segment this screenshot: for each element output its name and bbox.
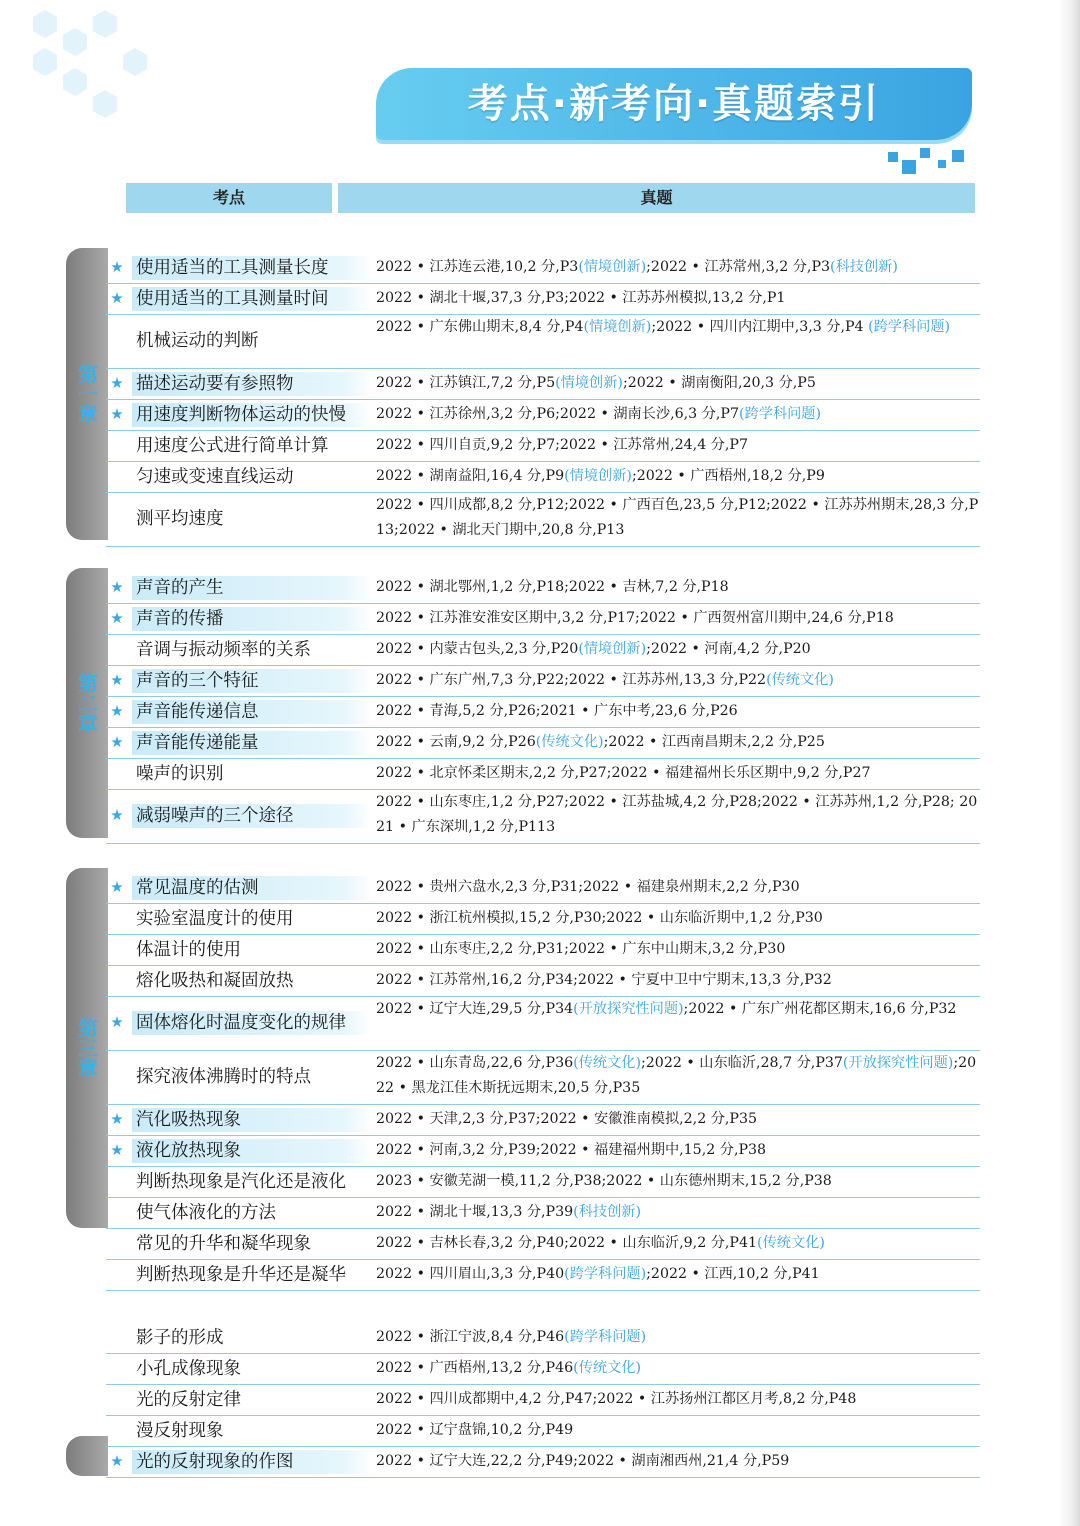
reference-text: 2022 • 山东枣庄,1,2 分,P27;2022 • 江苏盐城,4,2 分,P28;2022 • 江苏苏州,1,2 分,P28; 2021 • 广东深圳,1,2 分,P113 bbox=[376, 794, 978, 835]
topic-label: 匀速或变速直线运动 bbox=[136, 466, 294, 487]
reference-text: 2022 • 天津,2,3 分,P37;2022 • 安徽淮南模拟,2,2 分,P35 bbox=[376, 1111, 758, 1127]
reference-text: ;2022 • 黑龙江佳木斯抚远期末,20,5 分,P35 bbox=[376, 1055, 977, 1096]
reference-text: 2022 • 江苏连云港,10,2 分,P3 bbox=[376, 259, 579, 275]
topic-label: 描述运动要有参照物 bbox=[132, 372, 372, 396]
index-row bbox=[106, 603, 980, 635]
exam-references bbox=[376, 637, 980, 662]
exam-references bbox=[376, 1169, 980, 1194]
reference-text: ;2022 • 江西,10,2 分,P41 bbox=[646, 1266, 820, 1282]
reference-text: 2022 • 四川眉山,3,3 分,P40 bbox=[376, 1266, 565, 1282]
exam-references bbox=[376, 433, 980, 458]
column-header-refs: 真题 bbox=[338, 183, 975, 213]
topic-label: 测平均速度 bbox=[136, 509, 224, 529]
reference-text: 2022 • 湖北鄂州,1,2 分,P18;2022 • 吉林,7,2 分,P18 bbox=[376, 579, 729, 595]
reference-text: 2022 • 江苏镇江,7,2 分,P5 bbox=[376, 375, 556, 391]
column-header-topic: 考点 bbox=[126, 183, 332, 213]
deco-square bbox=[952, 150, 964, 162]
index-row bbox=[106, 903, 980, 935]
reference-tag: (开放探究性问题) bbox=[573, 1001, 684, 1017]
reference-text: 2022 • 山东枣庄,2,2 分,P31;2022 • 广东中山期末,3,2 分,P30 bbox=[376, 941, 786, 957]
reference-text: 2022 • 云南,9,2 分,P26 bbox=[376, 734, 536, 750]
chapter-tab bbox=[66, 1436, 108, 1476]
exam-references bbox=[376, 606, 980, 631]
index-row bbox=[106, 1446, 980, 1478]
exam-references bbox=[376, 464, 980, 489]
star-icon: ★ bbox=[110, 1013, 124, 1031]
exam-references bbox=[376, 937, 980, 962]
reference-text: 2022 • 江苏常州,16,2 分,P34;2022 • 宁夏中卫中宁期末,13,3 分,P32 bbox=[376, 972, 832, 988]
star-icon: ★ bbox=[110, 288, 124, 307]
exam-references bbox=[376, 1449, 980, 1474]
topic-label: 声音的产生 bbox=[132, 576, 372, 600]
exam-references bbox=[376, 1387, 980, 1412]
exam-references bbox=[376, 730, 980, 755]
star-icon: ★ bbox=[110, 670, 124, 689]
index-row bbox=[106, 634, 980, 666]
exam-references bbox=[376, 1325, 980, 1350]
reference-text: 2022 • 广东广州,7,3 分,P22;2022 • 江苏苏州,13,3 分,P22 bbox=[376, 672, 767, 688]
topic-label: 光的反射定律 bbox=[136, 1389, 241, 1410]
index-row bbox=[106, 1415, 980, 1447]
chapter-label: 第二章 bbox=[74, 673, 99, 733]
topic-label: 漫反射现象 bbox=[136, 1420, 224, 1441]
reference-text: 2022 • 广东佛山期末,8,4 分,P4 bbox=[376, 319, 584, 335]
reference-tag: (情境创新) bbox=[555, 375, 623, 391]
exam-references bbox=[376, 1138, 980, 1163]
index-row bbox=[106, 934, 980, 966]
star-icon: ★ bbox=[110, 257, 124, 276]
exam-references bbox=[376, 1200, 980, 1225]
topic-label: 实验室温度计的使用 bbox=[136, 908, 294, 929]
topic-label: 体温计的使用 bbox=[136, 939, 241, 960]
topic-label: 液化放热现象 bbox=[132, 1139, 372, 1163]
exam-references bbox=[376, 699, 980, 724]
index-row bbox=[106, 1353, 980, 1385]
exam-references bbox=[376, 575, 980, 600]
exam-references bbox=[376, 761, 980, 786]
topic-label: 声音的三个特征 bbox=[132, 669, 372, 693]
reference-tag: (传统文化) bbox=[573, 1360, 641, 1376]
exam-references bbox=[376, 1231, 980, 1256]
reference-text: ;2022 • 湖南衡阳,20,3 分,P5 bbox=[622, 375, 816, 391]
reference-text: 2022 • 江苏淮安淮安区期中,3,2 分,P17;2022 • 广西贺州富川期中,24,6 分,P18 bbox=[376, 610, 894, 626]
topic-label: 声音的传播 bbox=[132, 607, 372, 631]
reference-text: 2022 • 山东青岛,22,6 分,P36 bbox=[376, 1055, 574, 1071]
reference-text: 2022 • 四川自贡,9,2 分,P7;2022 • 江苏常州,24,4 分,P7 bbox=[376, 437, 749, 453]
exam-references bbox=[376, 1262, 980, 1287]
reference-text: 2022 • 贵州六盘水,2,3 分,P31;2022 • 福建泉州期末,2,2 分,P30 bbox=[376, 879, 800, 895]
topic-label: 音调与振动频率的关系 bbox=[136, 639, 311, 660]
index-row bbox=[106, 789, 980, 844]
index-row bbox=[106, 965, 980, 997]
topic-label: 小孔成像现象 bbox=[136, 1358, 241, 1379]
reference-tag: (传统文化) bbox=[573, 1055, 641, 1071]
star-icon: ★ bbox=[110, 806, 124, 824]
reference-text: 2022 • 内蒙古包头,2,3 分,P20 bbox=[376, 641, 579, 657]
index-row bbox=[106, 492, 980, 547]
reference-text: ;2022 • 广西梧州,18,2 分,P9 bbox=[631, 468, 825, 484]
exam-references bbox=[376, 402, 980, 427]
reference-tag: (情境创新) bbox=[564, 468, 632, 484]
reference-text: ;2022 • 江西南昌期末,2,2 分,P25 bbox=[603, 734, 825, 750]
topic-label: 用速度判断物体运动的快慢 bbox=[132, 403, 372, 427]
topic-label: 光的反射现象的作图 bbox=[132, 1450, 372, 1474]
chapter-label: 第一章 bbox=[74, 364, 99, 424]
reference-text: 2022 • 江苏徐州,3,2 分,P6;2022 • 湖南长沙,6,3 分,P7 bbox=[376, 406, 739, 422]
index-row bbox=[106, 399, 980, 431]
index-row bbox=[106, 872, 980, 904]
chapter-tab bbox=[66, 868, 108, 1228]
topic-label: 探究液体沸腾时的特点 bbox=[136, 1067, 311, 1087]
index-row bbox=[106, 696, 980, 728]
reference-tag: (情境创新) bbox=[583, 319, 652, 335]
index-row bbox=[106, 1228, 980, 1260]
reference-text: 2022 • 四川成都,8,2 分,P12;2022 • 广西百色,23,5 分,P12;2022 • 江苏苏州期末,28,3 分,P13;2022 • 湖北天门期中,20,8 分,P13 bbox=[376, 497, 979, 538]
star-icon: ★ bbox=[110, 1109, 124, 1128]
star-icon: ★ bbox=[110, 608, 124, 627]
exam-references bbox=[376, 1356, 980, 1381]
reference-text: 2022 • 辽宁大连,22,2 分,P49;2022 • 湖南湘西州,21,4 分,P59 bbox=[376, 1453, 790, 1469]
reference-tag: (跨学科问题) bbox=[564, 1266, 647, 1282]
exam-references bbox=[376, 968, 980, 993]
topic-label: 用速度公式进行简单计算 bbox=[136, 435, 329, 456]
exam-references bbox=[376, 668, 980, 693]
deco-square bbox=[938, 160, 946, 168]
reference-text: 2022 • 浙江杭州模拟,15,2 分,P30;2022 • 山东临沂期中,1,2 分,P30 bbox=[376, 910, 823, 926]
reference-text: ;2022 • 河南,4,2 分,P20 bbox=[646, 641, 811, 657]
reference-tag: (开放探究性问题) bbox=[842, 1055, 954, 1071]
reference-text: 2022 • 辽宁大连,29,5 分,P34 bbox=[376, 1001, 574, 1017]
reference-text: 2022 • 四川成都期中,4,2 分,P47;2022 • 江苏扬州江都区月考,8,2 分,P48 bbox=[376, 1391, 857, 1407]
chapter-tab bbox=[66, 568, 108, 838]
topic-label: 使用适当的工具测量时间 bbox=[132, 287, 372, 311]
index-row bbox=[106, 1050, 980, 1105]
topic-label: 减弱噪声的三个途径 bbox=[132, 804, 372, 828]
index-row bbox=[106, 430, 980, 462]
index-row bbox=[106, 1135, 980, 1167]
reference-tag: (跨学科问题) bbox=[868, 319, 951, 335]
index-row bbox=[106, 665, 980, 697]
reference-text: ;2022 • 江苏常州,3,2 分,P3 bbox=[646, 259, 831, 275]
reference-text: 2022 • 湖北十堰,37,3 分,P3;2022 • 江苏苏州模拟,13,2 分,P1 bbox=[376, 290, 786, 306]
reference-tag: (科技创新) bbox=[573, 1204, 641, 1220]
topic-label: 使气体液化的方法 bbox=[136, 1202, 276, 1223]
reference-text: ;2022 • 广东广州花都区期末,16,6 分,P32 bbox=[683, 1001, 957, 1017]
exam-references bbox=[376, 790, 980, 840]
reference-tag: (科技创新) bbox=[830, 259, 898, 275]
reference-tag: (跨学科问题) bbox=[738, 406, 821, 422]
reference-tag: (跨学科问题) bbox=[564, 1329, 647, 1345]
chapter-label: 第三章 bbox=[74, 1018, 99, 1078]
index-row bbox=[106, 1104, 980, 1136]
exam-references bbox=[376, 997, 980, 1022]
reference-text: 2022 • 湖南益阳,16,4 分,P9 bbox=[376, 468, 565, 484]
reference-text: 2022 • 湖北十堰,13,3 分,P39 bbox=[376, 1204, 574, 1220]
star-icon: ★ bbox=[110, 732, 124, 751]
page-edge-shadow bbox=[1058, 0, 1080, 1526]
index-row bbox=[106, 572, 980, 604]
topic-label: 机械运动的判断 bbox=[136, 331, 259, 351]
reference-tag: (情境创新) bbox=[578, 641, 647, 657]
exam-references bbox=[376, 1051, 980, 1101]
reference-text: 2023 • 安徽芜湖一模,11,2 分,P38;2022 • 山东德州期末,15,2 分,P38 bbox=[376, 1173, 832, 1189]
index-row bbox=[106, 1322, 980, 1354]
star-icon: ★ bbox=[110, 404, 124, 423]
index-row bbox=[106, 727, 980, 759]
exam-references bbox=[376, 286, 980, 311]
reference-text: 2022 • 吉林长春,3,2 分,P40;2022 • 山东临沂,9,2 分,P41 bbox=[376, 1235, 758, 1251]
topic-label: 汽化吸热现象 bbox=[132, 1108, 372, 1132]
star-icon: ★ bbox=[110, 373, 124, 392]
index-row bbox=[106, 283, 980, 315]
star-icon: ★ bbox=[110, 1451, 124, 1470]
exam-references bbox=[376, 371, 980, 396]
topic-label: 声音能传递信息 bbox=[132, 700, 372, 724]
chapter-label bbox=[66, 1436, 108, 1476]
index-row bbox=[106, 996, 980, 1051]
topic-label: 判断热现象是汽化还是液化 bbox=[136, 1171, 346, 1192]
star-icon: ★ bbox=[110, 701, 124, 720]
exam-references bbox=[376, 493, 980, 543]
reference-text: 2022 • 广西梧州,13,2 分,P46 bbox=[376, 1360, 574, 1376]
index-row bbox=[106, 461, 980, 493]
topic-label: 使用适当的工具测量长度 bbox=[132, 256, 372, 280]
topic-label: 噪声的识别 bbox=[136, 763, 224, 784]
exam-references bbox=[376, 255, 980, 280]
topic-label: 常见的升华和凝华现象 bbox=[136, 1233, 311, 1254]
index-row bbox=[106, 1166, 980, 1198]
exam-references bbox=[376, 906, 980, 931]
topic-label: 常见温度的估测 bbox=[132, 876, 372, 900]
star-icon: ★ bbox=[110, 877, 124, 896]
index-row bbox=[106, 314, 980, 369]
exam-references bbox=[376, 1107, 980, 1132]
reference-text: 2022 • 河南,3,2 分,P39;2022 • 福建福州期中,15,2 分,P38 bbox=[376, 1142, 767, 1158]
index-row bbox=[106, 368, 980, 400]
exam-references bbox=[376, 315, 980, 340]
reference-tag: (传统文化) bbox=[757, 1235, 825, 1251]
topic-label: 声音能传递能量 bbox=[132, 731, 372, 755]
reference-text: 2022 • 青海,5,2 分,P26;2021 • 广东中考,23,6 分,P26 bbox=[376, 703, 738, 719]
deco-square bbox=[920, 148, 930, 158]
page-title-banner bbox=[376, 68, 972, 140]
star-icon: ★ bbox=[110, 577, 124, 596]
reference-text: 2022 • 辽宁盘锦,10,2 分,P49 bbox=[376, 1422, 574, 1438]
reference-tag: (传统文化) bbox=[535, 734, 604, 750]
reference-text: 2022 • 浙江宁波,8,4 分,P46 bbox=[376, 1329, 565, 1345]
reference-text: ;2022 • 四川内江期中,3,3 分,P4 bbox=[651, 319, 869, 335]
topic-label: 熔化吸热和凝固放热 bbox=[136, 970, 294, 991]
exam-references bbox=[376, 1418, 980, 1443]
index-row bbox=[106, 1384, 980, 1416]
deco-square bbox=[902, 160, 916, 174]
reference-text: 2022 • 北京怀柔区期末,2,2 分,P27;2022 • 福建福州长乐区期中,9,2 分,P27 bbox=[376, 765, 871, 781]
deco-square bbox=[888, 152, 898, 162]
chapter-tab bbox=[66, 248, 108, 540]
index-row bbox=[106, 758, 980, 790]
topic-label: 判断热现象是升华还是凝华 bbox=[136, 1264, 346, 1285]
reference-tag: (传统文化) bbox=[766, 672, 834, 688]
reference-text: ;2022 • 山东临沂,28,7 分,P37 bbox=[640, 1055, 843, 1071]
index-row bbox=[106, 252, 980, 284]
index-row bbox=[106, 1259, 980, 1291]
star-icon: ★ bbox=[110, 1140, 124, 1159]
topic-label: 影子的形成 bbox=[136, 1327, 224, 1348]
decorative-dots bbox=[15, 0, 175, 150]
exam-references bbox=[376, 875, 980, 900]
reference-tag: (情境创新) bbox=[578, 259, 647, 275]
topic-label: 固体熔化时温度变化的规律 bbox=[132, 1011, 372, 1035]
index-row bbox=[106, 1197, 980, 1229]
page-title: 考点·新考向·真题索引 bbox=[467, 81, 881, 127]
